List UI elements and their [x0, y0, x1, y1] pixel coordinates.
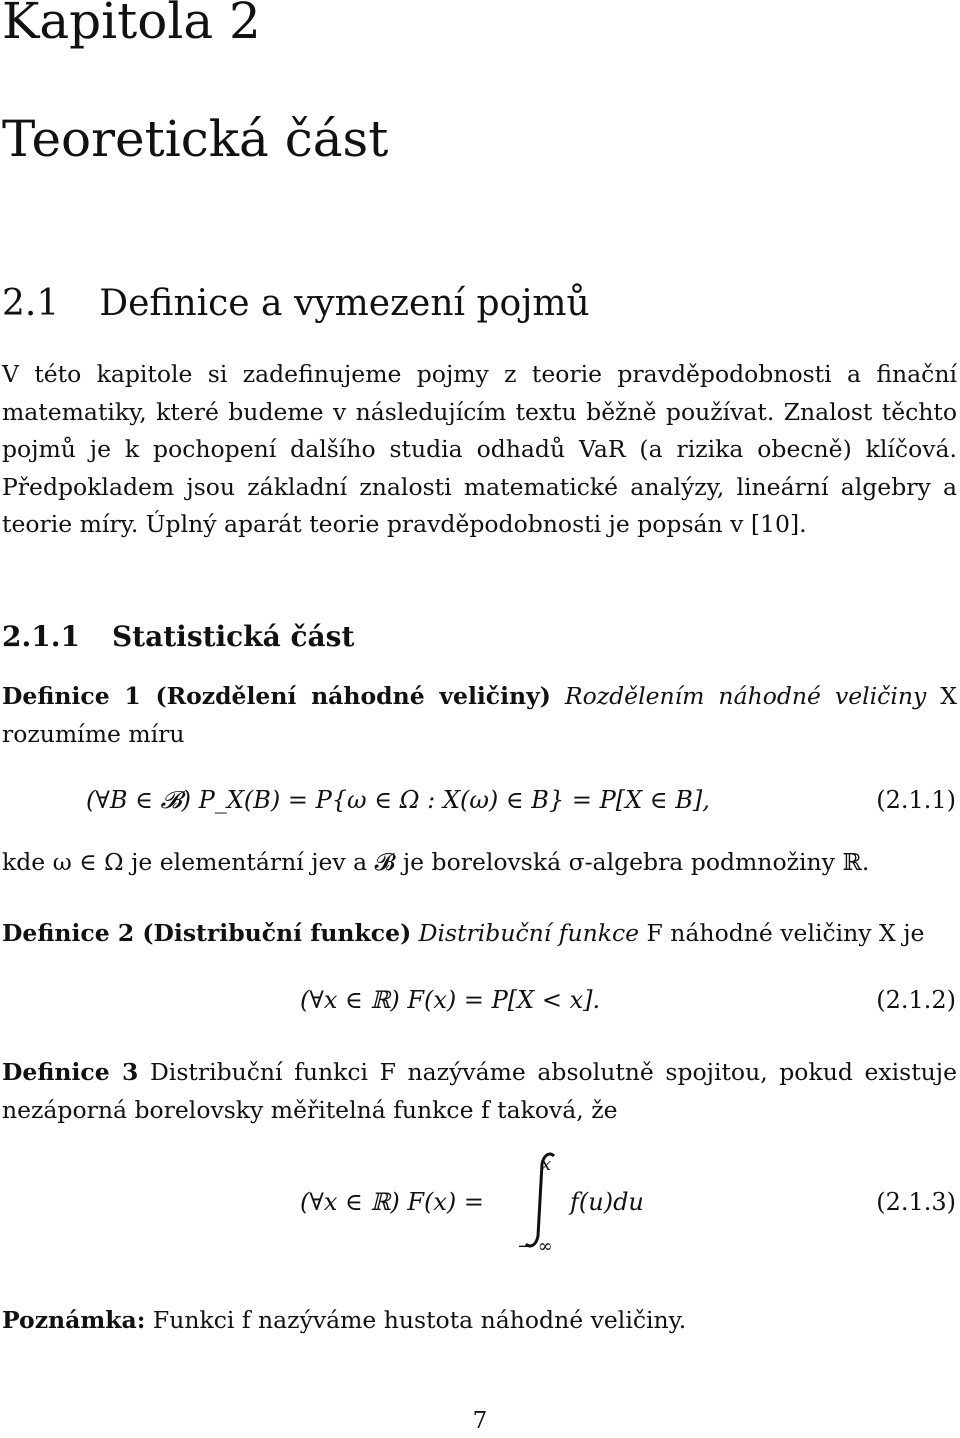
subsection-title: Statistická část [111, 620, 355, 653]
equation-2-1-3-left: (∀x ∈ ℝ) F(x) = [300, 1188, 484, 1216]
definition-3-text: Distribuční funkci F nazýváme absolutně spojitou, pokud existuje nezáporná borelovsky měřitelná funkce f taková, že [2, 1058, 957, 1124]
definition-2-label: Definice 2 (Distribuční funkce) [2, 919, 412, 947]
equation-2-1-3 [0, 1150, 958, 1257]
intro-paragraph: V této kapitole si zadefinujeme pojmy z teorie pravděpodobnosti a finační matematiky, které budeme v následujícím textu běžně používat. Znalost těchto pojmů je k pochopení dalšího studia odhadů VaR (a rizika obecně) klíčová. Předpokladem jsou základní znalosti matematické analýzy, lineární algebry a teorie míry. Úplný aparát teorie pravděpodobnosti je popsán v [10]. [2, 360, 957, 539]
equation-2-1-1-number: (2.1.1) [876, 786, 956, 814]
chapter-label: Kapitola 2 [2, 0, 261, 50]
equation-2-1-1-formula: (∀B ∈ 𝓑) P_X(B) = P{ω ∈ Ω : X(ω) ∈ B} = P[X ∈ B], [86, 786, 710, 814]
integral-lower-limit: − ∞ [517, 1236, 553, 1257]
chapter-title: Teoretická část [2, 110, 389, 168]
definition-2-text: F náhodné veličiny X je [646, 919, 925, 947]
definition-1-after-text: kde ω ∈ Ω je elementární jev a 𝓑 je borelovská σ-algebra podmnožiny ℝ. [2, 848, 870, 876]
page-number: 7 [472, 1408, 488, 1434]
definition-1-text: X rozumíme míru [2, 682, 957, 748]
note-label: Poznámka: [2, 1306, 146, 1334]
definition-1-italic: Rozdělením náhodné veličiny [564, 682, 927, 710]
section-number: 2.1 [2, 283, 60, 324]
equation-2-1-3-number: (2.1.3) [876, 1188, 956, 1216]
subsection-number: 2.1.1 [2, 620, 80, 653]
definition-2-italic: Distribuční funkce [418, 919, 640, 947]
integral-upper-limit: x [541, 1154, 552, 1175]
subsection-heading [2, 620, 354, 653]
section-title: Definice a vymezení pojmů [99, 283, 590, 324]
definition-1 [2, 678, 957, 753]
definition-2 [2, 915, 957, 953]
note [2, 1302, 957, 1340]
definition-1-label: Definice 1 (Rozdělení náhodné veličiny) [2, 682, 551, 710]
section-heading [2, 282, 590, 325]
definition-3 [2, 1054, 957, 1129]
equation-2-1-2-formula: (∀x ∈ ℝ) F(x) = P[X < x]. [300, 986, 601, 1014]
note-text: Funkci f nazýváme hustota náhodné veličiny. [152, 1306, 687, 1334]
definition-3-label: Definice 3 [2, 1058, 139, 1086]
equation-2-1-2-number: (2.1.2) [876, 986, 956, 1014]
equation-2-1-3-integrand: f(u)du [570, 1188, 644, 1216]
